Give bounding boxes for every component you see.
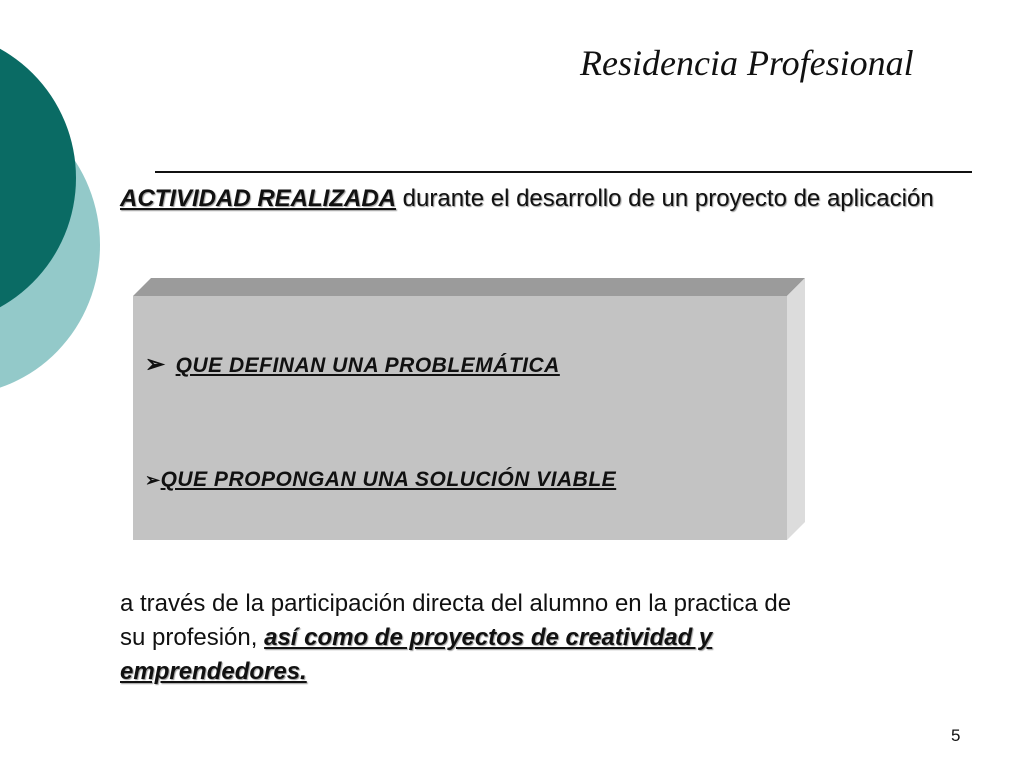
page-number: 5 <box>951 726 961 745</box>
outro-plain-text: a través de la participación directa del alumno en la practica de su profesión, <box>120 590 792 651</box>
box-side-bevel <box>787 278 805 540</box>
intro-paragraph <box>120 183 980 214</box>
box-face <box>133 296 787 540</box>
beveled-box <box>133 278 805 540</box>
arrow-bullet-icon: ➢ <box>145 351 166 378</box>
beveled-box-shape <box>133 278 805 540</box>
intro-rest-text: durante el desarrollo de un proyecto de aplicación <box>396 185 934 212</box>
slide-title: Residencia Profesional <box>580 43 914 83</box>
box-item-2-text: QUE PROPONGAN UNA SOLUCIÓN VIABLE <box>160 468 617 491</box>
box-item-1 <box>145 350 560 379</box>
outro-bold-text: así como de proyectos de creatividad y emprendedores. <box>120 624 713 685</box>
outro-paragraph <box>120 587 810 689</box>
box-item-2 <box>145 468 616 492</box>
title-divider <box>155 171 972 173</box>
intro-bold-text: ACTIVIDAD REALIZADA <box>120 185 396 212</box>
box-top-bevel <box>133 278 805 296</box>
arrow-bullet-icon: ➢ <box>145 470 161 490</box>
box-item-1-text: QUE DEFINAN UNA PROBLEMÁTICA <box>175 354 560 377</box>
